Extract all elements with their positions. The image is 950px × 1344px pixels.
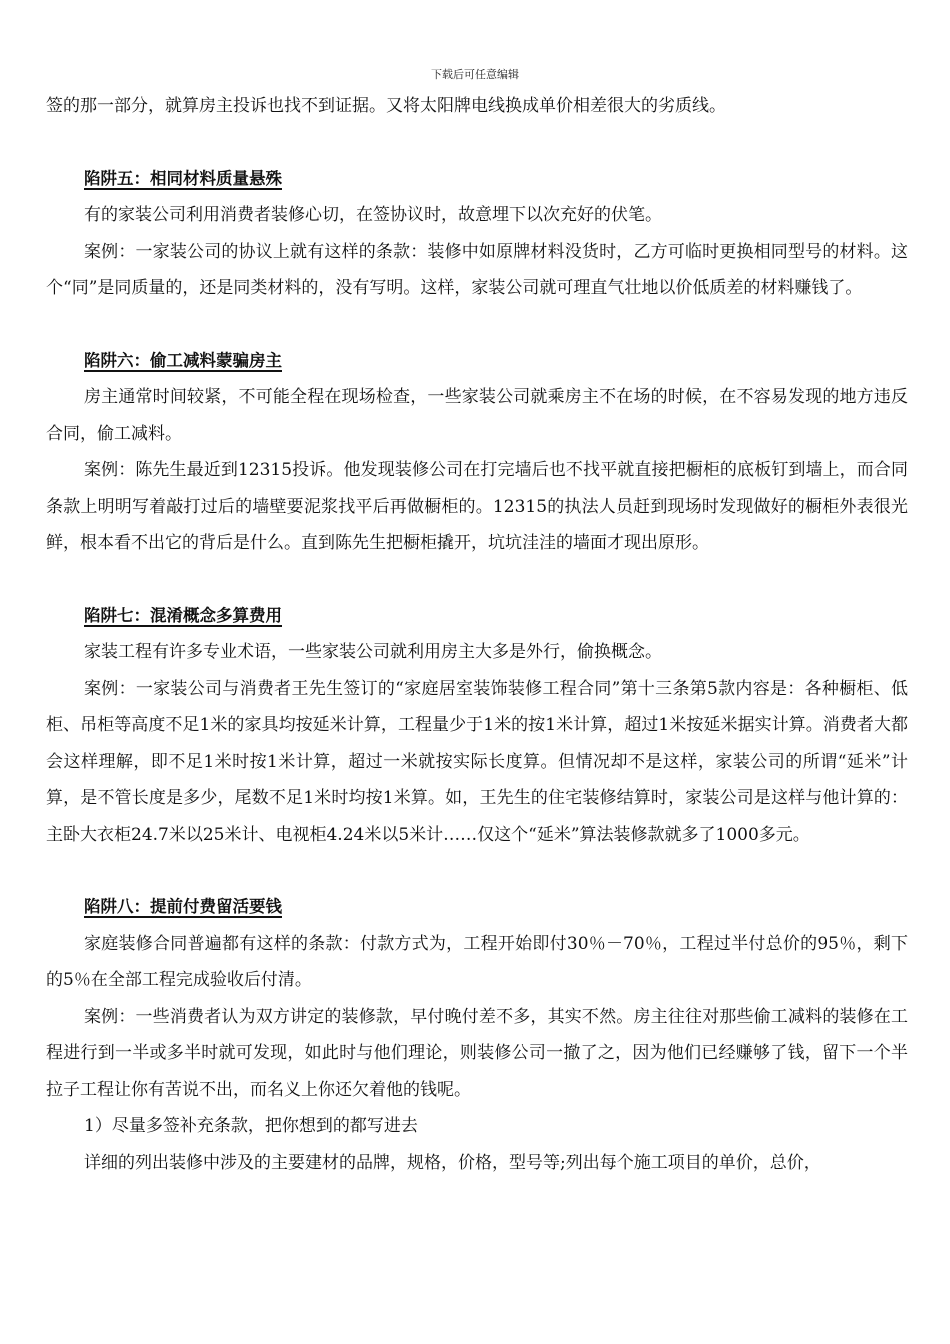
document-body bbox=[46, 88, 908, 1181]
paragraph: 有的家装公司利用消费者装修心切，在签协议时，故意埋下以次充好的伏笔。 bbox=[84, 205, 662, 225]
paragraph: 案例：一家装公司的协议上就有这样的条款：装修中如原牌材料没货时，乙方可临时更换相同型号的材料。这个“同”是同质量的，还是同类材料的，没有写明。这样，家装公司就可理直气壮地以价低质差的材料赚钱了。 bbox=[46, 241, 908, 298]
section-heading-trap-6 bbox=[46, 343, 908, 380]
paragraph: 家庭装修合同普遍都有这样的条款：付款方式为，工程开始即付30％－70％，工程过半付总价的95％，剩下的5％在全部工程完成验收后付清。 bbox=[46, 933, 908, 990]
paragraph: 房主通常时间较紧，不可能全程在现场检查，一些家装公司就乘房主不在场的时候，在不容易发现的地方违反合同，偷工减料。 bbox=[46, 387, 908, 444]
heading-text: 陷阱八：提前付费留活要钱 bbox=[84, 897, 282, 916]
section-heading-trap-7 bbox=[46, 598, 908, 635]
paragraph: 案例：陈先生最近到12315投诉。他发现装修公司在打完墙后也不找平就直接把橱柜的底板钉到墙上，而合同条款上明明写着敲打过后的墙壁要泥浆找平后再做橱柜的。12315的执法人员赶到现场时发现做好的橱柜外表很光鲜，根本看不出它的背后是什么。直到陈先生把橱柜撬开，坑坑洼洼的墙面才现出原形。 bbox=[46, 460, 908, 553]
section-heading-trap-8 bbox=[46, 889, 908, 926]
paragraph: 签的那一部分，就算房主投诉也找不到证据。又将太阳牌电线换成单价相差很大的劣质线。 bbox=[46, 96, 726, 116]
heading-text: 陷阱六：偷工减料蒙骗房主 bbox=[84, 350, 282, 370]
paragraph: 案例：一家装公司与消费者王先生签订的“家庭居室装饰装修工程合同”第十三条第5款内容是：各种橱柜、低柜、吊柜等高度不足1米的家具均按延米计算，工程量少于1米的按1米计算，超过1米按延米据实计算。消费者大都会这样理解，即不足1米时按1米计算，超过一米就按实际长度算。但情况却不是这样，家装公司的所谓“延米”计算，是不管长度是多少，尾数不足1米时均按1米算。如，王先生的住宅装修结算时，家装公司是这样与他计算的：主卧大衣柜24.7米以25米计、电视柜4.24米以5米计……仅这个“延米”算法装修款就多了1000多元。 bbox=[46, 678, 908, 845]
paragraph: 案例：一些消费者认为双方讲定的装修款，早付晚付差不多，其实不然。房主往往对那些偷工减料的装修在工程进行到一半或多半时就可发现，如此时与他们理论，则装修公司一撤了之，因为他们已经赚够了钱，留下一个半拉子工程让你有苦说不出，而名义上你还欠着他的钱呢。 bbox=[46, 1006, 908, 1100]
paragraph: 详细的列出装修中涉及的主要建材的品牌，规格，价格，型号等;列出每个施工项目的单价，总价， bbox=[84, 1152, 821, 1173]
header-note: 下载后可任意编辑 bbox=[431, 68, 519, 81]
paragraph: 家装工程有许多专业术语，一些家装公司就利用房主大多是外行，偷换概念。 bbox=[84, 642, 662, 662]
heading-text: 陷阱七：混淆概念多算费用 bbox=[84, 605, 282, 625]
section-heading-trap-5 bbox=[46, 161, 908, 198]
list-item: 1）尽量多签补充条款，把你想到的都写进去 bbox=[84, 1116, 418, 1136]
heading-text: 陷阱五：相同材料质量悬殊 bbox=[84, 168, 282, 188]
